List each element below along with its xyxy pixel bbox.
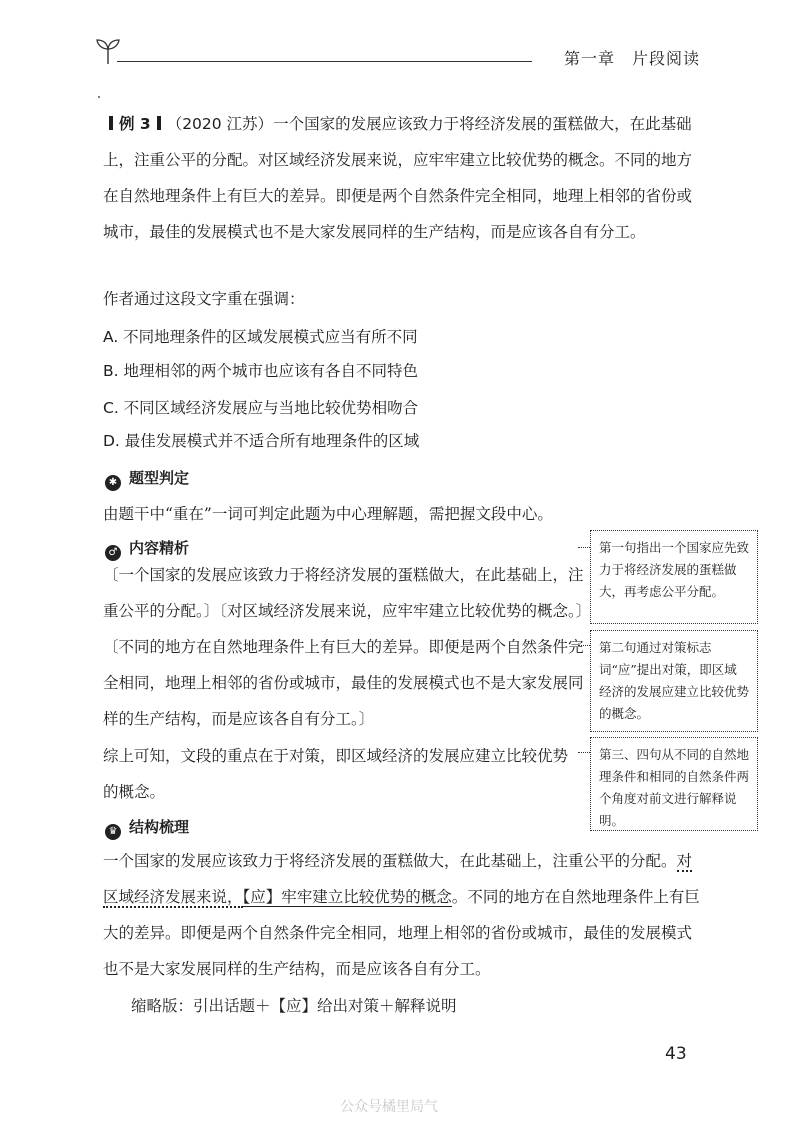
note-box-3: 第三、四句从不同的自然地理条件和相同的自然条件两个角度对前文进行解释说明。	[590, 737, 758, 831]
note-connector-1	[578, 547, 590, 548]
option-c: C. 不同区域经济发展应与当地比较优势相吻合	[103, 399, 419, 417]
label-bar-right	[157, 116, 161, 130]
analysis-text: 〔一个国家的发展应该致力于将经济发展的蛋糕做大，在此基础上，注重公平的分配。〕〔对区域经济发展来说，应牢牢建立比较优势的概念。〕〔不同的地方在自然地理条件上有巨大的差异。即便是两个自然条件完全相同，地理上相邻的省份或城市，最佳的发展模式也不是大家发展同样的生产结构，而是应该各自有分工。〕	[103, 566, 584, 728]
section-structure-title: ♛ 结构梳理	[105, 816, 189, 840]
analysis-icon: ♂	[105, 545, 121, 561]
structure-summary: 缩略版：引出话题＋【应】给出对策＋解释说明	[131, 997, 457, 1015]
structure-part3: 不同的地方在自然地理条件上有巨大的差异。即便是两个自然条件完全相同，地理上相邻的省份或城市，最佳的发展模式也不是大家发展同样的生产结构，而是应该各自有分工。	[103, 888, 700, 978]
note-connector-2	[578, 645, 590, 646]
option-b: B. 地理相邻的两个城市也应该有各自不同特色	[103, 362, 418, 380]
structure-icon: ♛	[105, 824, 121, 840]
example-source: （2020 江苏）	[166, 115, 274, 133]
label-bar-left	[109, 116, 113, 130]
example-text: 一个国家的发展应该致力于将经济发展的蛋糕做大，在此基础上，注重公平的分配。对区域经济发展来说，应牢牢建立比较优势的概念。不同的地方在自然地理条件上有巨大的差异。即便是两个自然条件完全相同，地理上相邻的省份或城市，最佳的发展模式也不是大家发展同样的生产结构，而是应该各自有分工。	[103, 115, 693, 241]
analysis-seg1: 一个国家的发展应该致力于将经济发展的蛋糕做大，在此基础上，注重公平的分配。	[103, 566, 584, 620]
watermark: 公众号橘里局气	[340, 1099, 438, 1115]
section-analysis-title: ♂ 内容精析	[105, 537, 189, 561]
gear-icon: ✱	[105, 475, 121, 491]
structure-text: 一个国家的发展应该致力于将经济发展的蛋糕做大，在此基础上，注重公平的分配。对区域经济发展来说，【应】牢牢建立比较优势的概念。不同的地方在自然地理条件上有巨大的差异。即便是两个自然条件完全相同，地理上相邻的省份或城市，最佳的发展模式也不是大家发展同样的生产结构，而是应该各自有分工。	[103, 852, 700, 978]
analysis-conclusion: 综上可知，文段的重点在于对策，即区域经济的发展应建立比较优势的概念。	[103, 747, 569, 801]
example-passage	[103, 106, 699, 250]
note-box-2: 第二句通过对策标志词“应”提出对策，即区域经济的发展应建立比较优势的概念。	[590, 630, 758, 732]
page-number: 43	[665, 1044, 687, 1064]
note-connector-3	[578, 752, 590, 753]
type-judgement-text: 由题干中“重在”一词可判定此题为中心理解题，需把握文段中心。	[103, 505, 553, 523]
option-a: A. 不同地理条件的区域发展模式应当有所不同	[103, 328, 418, 346]
structure-part1: 一个国家的发展应该致力于将经济发展的蛋糕做大，在此基础上，注重公平的分配。	[103, 852, 677, 870]
analysis-seg2: 对区域经济发展来说，应牢牢建立比较优势的概念。	[227, 602, 576, 620]
structure-signal-word: 【应】	[242, 888, 282, 906]
structure-topic-underline: 对区域经济发展来说，	[103, 852, 693, 906]
question-stem: 作者通过这段文字重在强调：	[103, 290, 305, 308]
example-label: 例 3	[119, 115, 151, 133]
header-rule	[117, 61, 532, 62]
chapter-title: 第一章 片段阅读	[563, 49, 700, 68]
speck	[98, 96, 100, 98]
page-header	[95, 36, 700, 76]
section-type-title: ✱ 题型判定	[105, 467, 189, 491]
analysis-seg3: 不同的地方在自然地理条件上有巨大的差异。即便是两个自然条件完全相同，地理上相邻的省份或城市，最佳的发展模式也不是大家发展同样的生产结构，而是应该各自有分工。	[103, 638, 584, 728]
note-box-1: 第一句指出一个国家应先致力于将经济发展的蛋糕做大，再考虑公平分配。	[590, 530, 758, 624]
option-d: D. 最佳发展模式并不适合所有地理条件的区域	[103, 432, 420, 450]
structure-countermeasure: 牢牢建立比较优势的概念	[281, 888, 452, 906]
